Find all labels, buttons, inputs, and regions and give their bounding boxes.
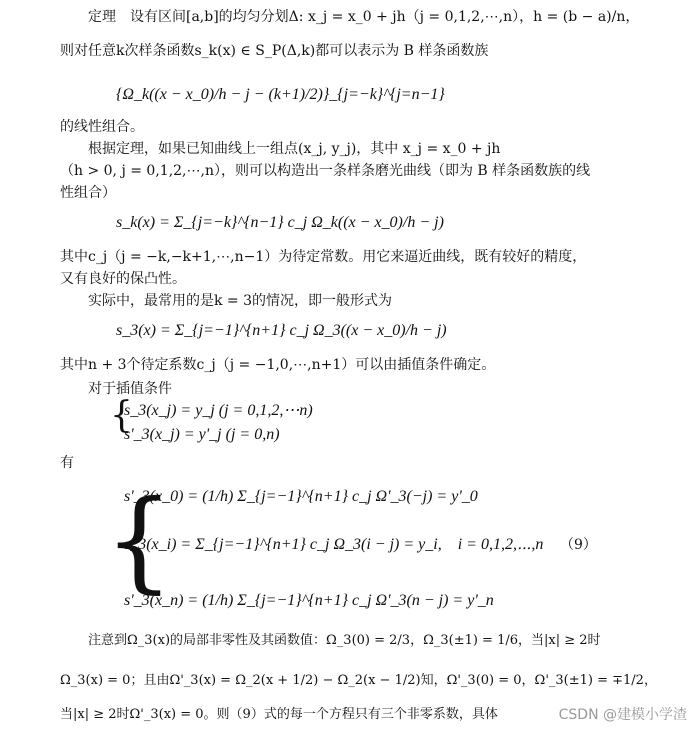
system-eq-1: s'_3(x_0) = (1/h) Σ_{j=−1}^{n+1} c_j Ω'_3(−j) = y'_0 <box>124 488 478 505</box>
system-brace: { <box>104 476 174 604</box>
para-line-6: （h > 0, j = 0,1,2,⋯,n），则可以构造出一条样条磨光曲线（即为 B 样条函数族的线 <box>60 163 591 179</box>
cubic-spline-formula: s_3(x) = Σ_{j=−1}^{n+1} c_j Ω_3((x − x_0)/h − j) <box>116 322 447 339</box>
interp-condition-2: s'_3(x_j) = y'_j (j = 0,n) <box>124 426 280 443</box>
equation-number: （9） <box>560 537 597 553</box>
spline-sum-formula: s_k(x) = Σ_{j=−k}^{n−1} c_j Ω_k((x − x_0)/h − j) <box>116 214 444 231</box>
para-line-14: 对于插值条件 <box>88 381 172 397</box>
system-eq-3: s'_3(x_n) = (1/h) Σ_{j=−1}^{n+1} c_j Ω'_3(n − j) = y'_n <box>124 592 494 609</box>
para-line-9: 其中c_j（j = −k,−k+1,⋯,n−1）为待定常数。用它来逼近曲线，既有较好的精度， <box>60 249 587 265</box>
system-eq-2: s_3(x_i) = Σ_{j=−1}^{n+1} c_j Ω_3(i − j) = y_i, i = 0,1,2,⋯,n <box>124 536 544 553</box>
b-spline-family-formula: {Ω_k((x − x_0)/h − j − (k+1)/2)}_{j=−k}^{j=n−1} <box>116 86 445 103</box>
para-line-5: 根据定理，如果已知曲线上一组点(x_j, y_j)，其中 x_j = x_0 + jh <box>88 141 501 157</box>
interp-condition-1: s_3(x_j) = y_j (j = 0,1,2,⋯n) <box>124 402 313 419</box>
interp-brace: { <box>110 395 133 436</box>
para-line-22: Ω_3(x) = 0；且由Ω'_3(x) = Ω_2(x + 1/2) − Ω_2(x − 1/2)知，Ω'_3(0) = 0，Ω'_3(±1) = ∓1/2， <box>60 673 657 688</box>
para-line-21: 注意到Ω_3(x)的局部非零性及其函数值：Ω_3(0) = 2/3，Ω_3(±1) = 1/6，当|x| ≥ 2时 <box>88 633 601 648</box>
csdn-watermark: CSDN @建模小学渣 <box>558 707 687 723</box>
para-line-13: 其中n + 3个待定系数c_j（j = −1,0,⋯,n+1）可以由插值条件确定。 <box>60 357 496 373</box>
theorem-line-4: 的线性组合。 <box>60 119 144 135</box>
para-line-17: 有 <box>60 455 74 471</box>
theorem-line-2: 则对任意k次样条函数s_k(x) ∈ S_P(Δ,k)都可以表示为 B 样条函数族 <box>60 43 489 59</box>
para-line-11: 实际中，最常用的是k = 3的情况，即一般形式为 <box>88 293 393 309</box>
para-line-10: 又有良好的保凸性。 <box>60 271 186 287</box>
para-line-7: 性组合） <box>60 185 116 201</box>
theorem-line-1: 定理 设有区间[a,b]的均匀分划Δ: x_j = x_0 + jh（j = 0,1,2,⋯,n），h = (b − a)/n， <box>88 9 640 25</box>
para-line-23: 当|x| ≥ 2时Ω'_3(x) = 0。则（9）式的每一个方程只有三个非零系数，具体 <box>60 707 498 722</box>
